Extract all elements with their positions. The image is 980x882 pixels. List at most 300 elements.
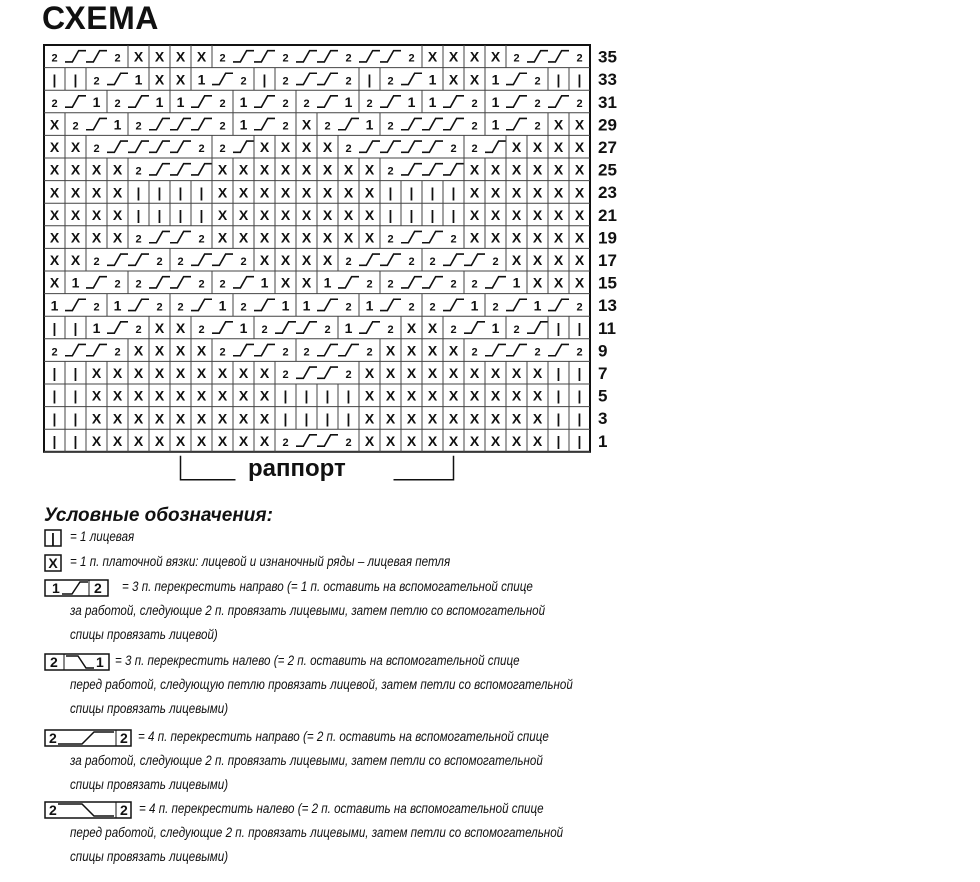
stitch-symbol: X: [448, 365, 459, 382]
legend-symbol-cross3-left: [44, 653, 110, 671]
stitch-symbol: X: [511, 229, 522, 246]
stitch-symbol: X: [343, 161, 354, 178]
stitch-symbol: 2: [51, 346, 58, 359]
stitch-symbol: |: [73, 432, 78, 449]
stitch-symbol: 2: [387, 323, 394, 336]
stitch-symbol: 1: [491, 319, 500, 336]
stitch-symbol: |: [178, 184, 183, 201]
stitch-symbol: X: [532, 252, 543, 269]
stitch-symbol: X: [301, 252, 312, 269]
stitch-symbol: 2: [135, 120, 142, 133]
stitch-symbol: 2: [135, 165, 142, 178]
stitch-symbol: X: [448, 71, 459, 88]
stitch-symbol: |: [556, 365, 561, 382]
stitch-symbol: 2: [282, 97, 289, 110]
stitch-symbol: X: [427, 387, 438, 404]
rapport-bracket-left: [181, 456, 236, 480]
stitch-symbol: X: [154, 387, 165, 404]
legend-text: = 1 п. платочной вязки: лицевой и изнаночный ряды – лицевая петля: [70, 554, 451, 569]
stitch-symbol: 1: [71, 274, 80, 291]
stitch-symbol: 1: [344, 93, 353, 110]
row-number: 5: [598, 386, 608, 406]
stitch-symbol: |: [73, 387, 78, 404]
stitch-symbol: X: [385, 342, 396, 359]
stitch-symbol: 2: [282, 120, 289, 133]
stitch-symbol: X: [49, 184, 60, 201]
stitch-symbol: |: [556, 432, 561, 449]
stitch-symbol: 2: [450, 233, 457, 246]
stitch-symbol: X: [574, 139, 585, 156]
stitch-symbol: X: [574, 252, 585, 269]
legend-symbol-cross4-left: [44, 801, 132, 819]
row-number: 15: [598, 273, 617, 293]
stitch-symbol: 1: [323, 274, 332, 291]
stitch-symbol: 2: [51, 52, 58, 65]
row-number: 35: [598, 47, 617, 67]
stitch-symbol: X: [91, 365, 102, 382]
stitch-symbol: X: [322, 184, 333, 201]
stitch-symbol: |: [157, 206, 162, 223]
stitch-symbol: 2: [114, 346, 121, 359]
stitch-symbol: X: [196, 432, 207, 449]
stitch-symbol: 2: [345, 75, 352, 88]
legend-text: перед работой, следующую петлю провязать лицевой, затем петли со вспомогательной: [70, 677, 573, 692]
stitch-symbol: X: [301, 184, 312, 201]
stitch-symbol: X: [91, 229, 102, 246]
stitch-symbol: X: [490, 48, 501, 65]
stitch-symbol: 2: [387, 278, 394, 291]
stitch-symbol: X: [532, 229, 543, 246]
stitch-symbol: |: [73, 365, 78, 382]
stitch-symbol: |: [388, 184, 393, 201]
stitch-symbol: |: [577, 387, 582, 404]
stitch-symbol: X: [511, 410, 522, 427]
stitch-symbol: X: [70, 161, 81, 178]
stitch-symbol: 2: [450, 323, 457, 336]
stitch-symbol: 2: [219, 97, 226, 110]
stitch-symbol: 2: [219, 143, 226, 156]
stitch-symbol: |: [304, 410, 309, 427]
stitch-symbol: X: [70, 252, 81, 269]
stitch-symbol: X: [196, 410, 207, 427]
stitch-symbol: X: [91, 161, 102, 178]
stitch-symbol: 2: [198, 143, 205, 156]
stitch-symbol: 1: [134, 71, 143, 88]
stitch-symbol: |: [556, 410, 561, 427]
stitch-symbol: 2: [513, 52, 520, 65]
stitch-symbol: X: [238, 387, 249, 404]
stitch-symbol: |: [136, 184, 141, 201]
stitch-symbol: |: [577, 410, 582, 427]
stitch-symbol: X: [175, 410, 186, 427]
stitch-symbol: 2: [240, 75, 247, 88]
svg-text:2: 2: [120, 730, 128, 746]
stitch-symbol: X: [49, 274, 60, 291]
stitch-symbol: X: [133, 342, 144, 359]
stitch-symbol: X: [490, 161, 501, 178]
stitch-symbol: X: [280, 274, 291, 291]
stitch-symbol: X: [112, 387, 123, 404]
stitch-symbol: |: [577, 365, 582, 382]
stitch-symbol: |: [136, 206, 141, 223]
stitch-symbol: X: [259, 432, 270, 449]
legend-text: = 4 п. перекрестить налево (= 2 п. оставить на вспомогательной спице: [139, 801, 544, 816]
stitch-symbol: X: [511, 184, 522, 201]
stitch-symbol: 2: [534, 120, 541, 133]
stitch-symbol: 1: [155, 93, 164, 110]
stitch-symbol: 2: [219, 278, 226, 291]
stitch-symbol: X: [259, 410, 270, 427]
stitch-symbol: 1: [365, 297, 374, 314]
stitch-symbol: X: [280, 252, 291, 269]
legend-text: = 4 п. перекрестить направо (= 2 п. оставить на вспомогательной спице: [138, 729, 549, 744]
stitch-symbol: 1: [428, 71, 437, 88]
stitch-symbol: |: [556, 71, 561, 88]
chart-title: СХЕМА: [42, 0, 159, 36]
legend-symbol-garter: [44, 554, 62, 572]
stitch-symbol: 2: [135, 323, 142, 336]
stitch-symbol: X: [280, 139, 291, 156]
stitch-symbol: X: [511, 161, 522, 178]
stitch-symbol: X: [406, 387, 417, 404]
stitch-symbol: X: [448, 342, 459, 359]
legend-text: спицы провязать лицевыми): [70, 849, 229, 864]
stitch-symbol: X: [553, 161, 564, 178]
stitch-symbol: X: [112, 432, 123, 449]
stitch-symbol: X: [469, 387, 480, 404]
stitch-symbol: X: [112, 206, 123, 223]
stitch-symbol: 2: [366, 278, 373, 291]
stitch-symbol: X: [343, 184, 354, 201]
stitch-symbol: X: [217, 432, 228, 449]
stitch-symbol: X: [427, 365, 438, 382]
legend-text: спицы провязать лицевой): [70, 627, 218, 642]
stitch-symbol: X: [259, 161, 270, 178]
stitch-symbol: |: [556, 319, 561, 336]
stitch-symbol: 2: [492, 301, 499, 314]
stitch-symbol: 1: [302, 297, 311, 314]
stitch-symbol: |: [556, 387, 561, 404]
stitch-symbol: X: [301, 206, 312, 223]
stitch-symbol: X: [238, 161, 249, 178]
row-number: 27: [598, 138, 617, 158]
stitch-symbol: 2: [51, 97, 58, 110]
stitch-symbol: X: [406, 365, 417, 382]
stitch-symbol: 1: [470, 297, 479, 314]
stitch-symbol: X: [322, 252, 333, 269]
stitch-symbol: |: [577, 71, 582, 88]
stitch-symbol: X: [490, 184, 501, 201]
stitch-symbol: X: [448, 387, 459, 404]
stitch-symbol: X: [133, 365, 144, 382]
stitch-symbol: X: [175, 387, 186, 404]
stitch-symbol: |: [178, 206, 183, 223]
stitch-symbol: 1: [365, 116, 374, 133]
stitch-symbol: |: [346, 387, 351, 404]
row-number: 1: [598, 431, 608, 451]
stitch-symbol: X: [406, 432, 417, 449]
stitch-symbol: X: [217, 184, 228, 201]
legend-symbol-knit: [44, 529, 62, 547]
stitch-symbol: 2: [387, 233, 394, 246]
stitch-symbol: X: [469, 48, 480, 65]
stitch-symbol: X: [427, 342, 438, 359]
stitch-symbol: X: [574, 274, 585, 291]
stitch-symbol: |: [409, 206, 414, 223]
legend-text: спицы провязать лицевыми): [70, 701, 229, 716]
stitch-symbol: 2: [240, 301, 247, 314]
stitch-symbol: X: [490, 365, 501, 382]
row-number: 11: [598, 318, 616, 338]
stitch-symbol: X: [385, 387, 396, 404]
stitch-symbol: X: [217, 229, 228, 246]
stitch-symbol: |: [325, 410, 330, 427]
stitch-symbol: 2: [240, 256, 247, 269]
row-number: 3: [598, 409, 608, 429]
stitch-symbol: 1: [281, 297, 290, 314]
stitch-symbol: 1: [113, 297, 122, 314]
stitch-symbol: X: [175, 365, 186, 382]
stitch-symbol: X: [112, 229, 123, 246]
stitch-symbol: X: [553, 184, 564, 201]
stitch-symbol: X: [154, 342, 165, 359]
stitch-symbol: |: [577, 319, 582, 336]
stitch-symbol: |: [346, 410, 351, 427]
stitch-symbol: 2: [576, 301, 583, 314]
stitch-symbol: X: [406, 342, 417, 359]
stitch-symbol: 1: [239, 116, 248, 133]
stitch-symbol: |: [325, 387, 330, 404]
stitch-symbol: X: [133, 410, 144, 427]
stitch-symbol: X: [364, 410, 375, 427]
stitch-symbol: |: [283, 410, 288, 427]
row-number: 19: [598, 228, 617, 248]
stitch-symbol: X: [259, 206, 270, 223]
stitch-symbol: X: [469, 365, 480, 382]
legend-text: = 1 лицевая: [70, 529, 135, 544]
stitch-symbol: X: [175, 71, 186, 88]
stitch-symbol: 2: [72, 120, 79, 133]
stitch-symbol: |: [577, 432, 582, 449]
stitch-symbol: 2: [93, 256, 100, 269]
stitch-symbol: X: [133, 387, 144, 404]
stitch-symbol: X: [574, 206, 585, 223]
stitch-symbol: X: [49, 252, 60, 269]
stitch-symbol: X: [133, 432, 144, 449]
stitch-symbol: 1: [512, 274, 521, 291]
stitch-symbol: X: [385, 410, 396, 427]
stitch-symbol: X: [343, 229, 354, 246]
svg-text:2: 2: [49, 802, 57, 818]
stitch-symbol: |: [430, 206, 435, 223]
stitch-symbol: X: [259, 252, 270, 269]
stitch-symbol: 2: [471, 97, 478, 110]
row-number: 13: [598, 296, 617, 316]
stitch-symbol: X: [364, 206, 375, 223]
stitch-symbol: 1: [344, 319, 353, 336]
stitch-symbol: 2: [324, 120, 331, 133]
stitch-symbol: X: [490, 410, 501, 427]
row-number: 23: [598, 183, 617, 203]
stitch-symbol: X: [91, 387, 102, 404]
stitch-symbol: X: [406, 319, 417, 336]
row-number: 17: [598, 251, 617, 271]
stitch-symbol: 1: [260, 274, 269, 291]
stitch-symbol: |: [52, 365, 57, 382]
stitch-symbol: |: [451, 206, 456, 223]
stitch-symbol: X: [238, 410, 249, 427]
stitch-symbol: 1: [50, 297, 59, 314]
stitch-symbol: 2: [219, 120, 226, 133]
stitch-symbol: X: [91, 410, 102, 427]
legend-text: = 3 п. перекрестить налево (= 2 п. оставить на вспомогательной спице: [115, 653, 520, 668]
stitch-symbol: X: [364, 432, 375, 449]
svg-text:2: 2: [50, 654, 58, 670]
legend-text: за работой, следующие 2 п. провязать лицевыми, затем петлю со вспомогательной: [70, 603, 546, 618]
stitch-symbol: X: [469, 206, 480, 223]
stitch-symbol: |: [199, 206, 204, 223]
stitch-symbol: X: [49, 229, 60, 246]
stitch-symbol: X: [469, 432, 480, 449]
stitch-symbol: X: [49, 161, 60, 178]
stitch-symbol: 1: [92, 319, 101, 336]
stitch-symbol: |: [262, 71, 267, 88]
stitch-symbol: X: [91, 184, 102, 201]
stitch-symbol: 2: [198, 323, 205, 336]
stitch-symbol: X: [322, 229, 333, 246]
stitch-symbol: X: [511, 432, 522, 449]
stitch-symbol: 2: [450, 143, 457, 156]
stitch-symbol: |: [52, 319, 57, 336]
stitch-symbol: 2: [219, 52, 226, 65]
stitch-symbol: 2: [429, 301, 436, 314]
stitch-symbol: X: [217, 410, 228, 427]
stitch-symbol: X: [301, 139, 312, 156]
stitch-symbol: 2: [345, 52, 352, 65]
stitch-symbol: |: [52, 71, 57, 88]
stitch-symbol: 1: [239, 93, 248, 110]
stitch-symbol: X: [154, 410, 165, 427]
stitch-symbol: X: [364, 184, 375, 201]
stitch-symbol: 2: [576, 97, 583, 110]
rapport-bracket-right: [394, 456, 454, 480]
stitch-symbol: X: [217, 161, 228, 178]
stitch-symbol: X: [280, 206, 291, 223]
stitch-symbol: 2: [303, 97, 310, 110]
stitch-symbol: 2: [135, 233, 142, 246]
stitch-symbol: X: [469, 71, 480, 88]
stitch-symbol: X: [238, 229, 249, 246]
stitch-symbol: 2: [576, 346, 583, 359]
stitch-symbol: X: [532, 274, 543, 291]
stitch-symbol: X: [469, 229, 480, 246]
stitch-symbol: X: [259, 365, 270, 382]
svg-text:1: 1: [52, 580, 60, 596]
stitch-symbol: 1: [407, 93, 416, 110]
stitch-symbol: X: [217, 206, 228, 223]
svg-text:2: 2: [94, 580, 102, 596]
legend-symbol-cross4-right: [44, 729, 132, 747]
stitch-symbol: X: [490, 432, 501, 449]
stitch-symbol: 1: [197, 71, 206, 88]
stitch-symbol: 2: [471, 278, 478, 291]
stitch-symbol: X: [154, 365, 165, 382]
stitch-symbol: X: [154, 48, 165, 65]
stitch-symbol: X: [427, 432, 438, 449]
stitch-symbol: |: [430, 184, 435, 201]
stitch-symbol: X: [511, 139, 522, 156]
stitch-symbol: X: [532, 365, 543, 382]
stitch-symbol: 2: [303, 346, 310, 359]
stitch-symbol: X: [553, 274, 564, 291]
stitch-symbol: X: [490, 229, 501, 246]
stitch-symbol: 2: [429, 256, 436, 269]
stitch-symbol: X: [511, 387, 522, 404]
stitch-symbol: X: [301, 116, 312, 133]
stitch-symbol: X: [154, 319, 165, 336]
stitch-symbol: 2: [471, 143, 478, 156]
stitch-symbol: 2: [135, 278, 142, 291]
stitch-symbol: X: [364, 387, 375, 404]
stitch-symbol: 2: [198, 233, 205, 246]
stitch-symbol: 2: [93, 143, 100, 156]
stitch-symbol: |: [199, 184, 204, 201]
stitch-symbol: |: [388, 206, 393, 223]
stitch-symbol: X: [448, 410, 459, 427]
stitch-symbol: 2: [513, 323, 520, 336]
stitch-symbol: X: [154, 71, 165, 88]
stitch-symbol: 2: [177, 301, 184, 314]
stitch-symbol: X: [343, 206, 354, 223]
stitch-symbol: 2: [345, 301, 352, 314]
stitch-symbol: 2: [156, 256, 163, 269]
stitch-symbol: 2: [471, 120, 478, 133]
stitch-symbol: X: [364, 161, 375, 178]
stitch-symbol: X: [322, 161, 333, 178]
stitch-symbol: X: [301, 161, 312, 178]
stitch-symbol: X: [574, 161, 585, 178]
stitch-symbol: X: [280, 229, 291, 246]
stitch-symbol: 2: [450, 278, 457, 291]
stitch-symbol: 2: [282, 75, 289, 88]
stitch-symbol: X: [532, 184, 543, 201]
stitch-symbol: 2: [387, 165, 394, 178]
stitch-symbol: 2: [156, 301, 163, 314]
stitch-symbol: 2: [387, 75, 394, 88]
stitch-symbol: X: [175, 48, 186, 65]
legend-text: = 3 п. перекрестить направо (= 1 п. оставить на вспомогательной спице: [122, 579, 533, 594]
stitch-symbol: X: [406, 410, 417, 427]
stitch-symbol: X: [259, 184, 270, 201]
stitch-symbol: X: [427, 48, 438, 65]
stitch-symbol: 2: [366, 97, 373, 110]
stitch-symbol: X: [259, 229, 270, 246]
stitch-symbol: 2: [534, 97, 541, 110]
stitch-symbol: |: [52, 387, 57, 404]
legend-text: перед работой, следующие 2 п. провязать лицевыми, затем петли со вспомогательной: [70, 825, 564, 840]
stitch-symbol: |: [52, 410, 57, 427]
stitch-symbol: X: [175, 342, 186, 359]
legend-symbol-cross3-right: [44, 579, 109, 597]
stitch-symbol: |: [73, 410, 78, 427]
row-number: 25: [598, 160, 617, 180]
stitch-symbol: X: [469, 161, 480, 178]
stitch-symbol: X: [112, 161, 123, 178]
svg-text:2: 2: [120, 802, 128, 818]
stitch-symbol: X: [553, 229, 564, 246]
stitch-symbol: X: [175, 319, 186, 336]
stitch-symbol: 2: [366, 346, 373, 359]
